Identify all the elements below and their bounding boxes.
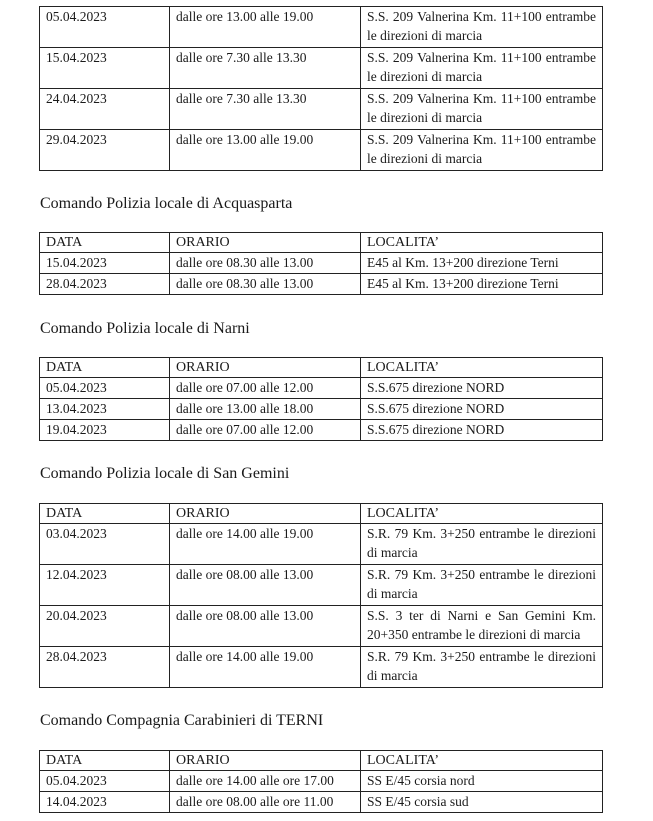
table-row	[40, 524, 603, 565]
place-cell: E45 al Km. 13+200 direzione Terni	[361, 253, 603, 274]
section-title-san-gemini: Comando Polizia locale di San Gemini	[40, 465, 290, 482]
time-cell: dalle ore 08.00 alle 13.00	[170, 565, 361, 606]
table-row	[40, 565, 603, 606]
time-cell: dalle ore 14.00 alle 19.00	[170, 647, 361, 688]
date-cell: 14.04.2023	[40, 792, 170, 813]
table-row	[40, 420, 603, 441]
table-row	[40, 48, 603, 89]
time-cell: dalle ore 08.00 alle ore 11.00	[170, 792, 361, 813]
acquasparta-table	[39, 232, 603, 295]
narni-table	[39, 357, 603, 441]
place-cell: SS E/45 corsia nord	[361, 771, 603, 792]
date-cell: 05.04.2023	[40, 771, 170, 792]
time-cell: dalle ore 13.00 alle 18.00	[170, 399, 361, 420]
place-cell: S.S. 209 Valnerina Km. 11+100 entrambe le direzioni di marcia	[361, 130, 603, 171]
table-header-row	[40, 751, 603, 771]
place-cell: S.S.675 direzione NORD	[361, 399, 603, 420]
place-cell: S.R. 79 Km. 3+250 entrambe le direzioni di marcia	[361, 647, 603, 688]
column-header-time: ORARIO	[170, 358, 361, 378]
table-row	[40, 274, 603, 295]
table-header-row	[40, 233, 603, 253]
valnerina-table	[39, 6, 603, 171]
table-row	[40, 399, 603, 420]
time-cell: dalle ore 7.30 alle 13.30	[170, 48, 361, 89]
place-cell: S.S. 209 Valnerina Km. 11+100 entrambe le direzioni di marcia	[361, 7, 603, 48]
place-cell: S.S.675 direzione NORD	[361, 420, 603, 441]
date-cell: 05.04.2023	[40, 7, 170, 48]
date-cell: 19.04.2023	[40, 420, 170, 441]
date-cell: 29.04.2023	[40, 130, 170, 171]
place-cell: S.S.675 direzione NORD	[361, 378, 603, 399]
time-cell: dalle ore 08.30 alle 13.00	[170, 274, 361, 295]
table-row	[40, 7, 603, 48]
table-row	[40, 771, 603, 792]
column-header-time: ORARIO	[170, 751, 361, 771]
section-title-narni: Comando Polizia locale di Narni	[40, 320, 250, 337]
place-cell: S.S. 3 ter di Narni e San Gemini Km. 20+350 entrambe le direzioni di marcia	[361, 606, 603, 647]
time-cell: dalle ore 7.30 alle 13.30	[170, 89, 361, 130]
column-header-place: LOCALITA’	[361, 233, 603, 253]
column-header-time: ORARIO	[170, 233, 361, 253]
time-cell: dalle ore 07.00 alle 12.00	[170, 378, 361, 399]
table-row	[40, 792, 603, 813]
time-cell: dalle ore 08.30 alle 13.00	[170, 253, 361, 274]
table-row	[40, 647, 603, 688]
date-cell: 20.04.2023	[40, 606, 170, 647]
san-gemini-table	[39, 503, 603, 688]
table-header-row	[40, 504, 603, 524]
date-cell: 24.04.2023	[40, 89, 170, 130]
date-cell: 28.04.2023	[40, 647, 170, 688]
column-header-place: LOCALITA’	[361, 504, 603, 524]
date-cell: 15.04.2023	[40, 48, 170, 89]
date-cell: 15.04.2023	[40, 253, 170, 274]
table-row	[40, 130, 603, 171]
date-cell: 12.04.2023	[40, 565, 170, 606]
place-cell: S.R. 79 Km. 3+250 entrambe le direzioni di marcia	[361, 524, 603, 565]
date-cell: 28.04.2023	[40, 274, 170, 295]
time-cell: dalle ore 08.00 alle 13.00	[170, 606, 361, 647]
carabinieri-table	[39, 750, 603, 813]
column-header-date: DATA	[40, 358, 170, 378]
column-header-place: LOCALITA’	[361, 751, 603, 771]
date-cell: 03.04.2023	[40, 524, 170, 565]
place-cell: SS E/45 corsia sud	[361, 792, 603, 813]
time-cell: dalle ore 13.00 alle 19.00	[170, 130, 361, 171]
place-cell: S.S. 209 Valnerina Km. 11+100 entrambe le direzioni di marcia	[361, 89, 603, 130]
place-cell: S.S. 209 Valnerina Km. 11+100 entrambe le direzioni di marcia	[361, 48, 603, 89]
time-cell: dalle ore 14.00 alle ore 17.00	[170, 771, 361, 792]
column-header-time: ORARIO	[170, 504, 361, 524]
column-header-date: DATA	[40, 751, 170, 771]
date-cell: 05.04.2023	[40, 378, 170, 399]
time-cell: dalle ore 13.00 alle 19.00	[170, 7, 361, 48]
table-row	[40, 606, 603, 647]
column-header-date: DATA	[40, 233, 170, 253]
table-row	[40, 378, 603, 399]
section-title-acquasparta: Comando Polizia locale di Acquasparta	[40, 195, 293, 212]
table-row	[40, 89, 603, 130]
table-row	[40, 253, 603, 274]
column-header-date: DATA	[40, 504, 170, 524]
place-cell: E45 al Km. 13+200 direzione Terni	[361, 274, 603, 295]
table-header-row	[40, 358, 603, 378]
time-cell: dalle ore 07.00 alle 12.00	[170, 420, 361, 441]
date-cell: 13.04.2023	[40, 399, 170, 420]
section-title-carabinieri: Comando Compagnia Carabinieri di TERNI	[40, 712, 324, 729]
column-header-place: LOCALITA’	[361, 358, 603, 378]
place-cell: S.R. 79 Km. 3+250 entrambe le direzioni di marcia	[361, 565, 603, 606]
time-cell: dalle ore 14.00 alle 19.00	[170, 524, 361, 565]
